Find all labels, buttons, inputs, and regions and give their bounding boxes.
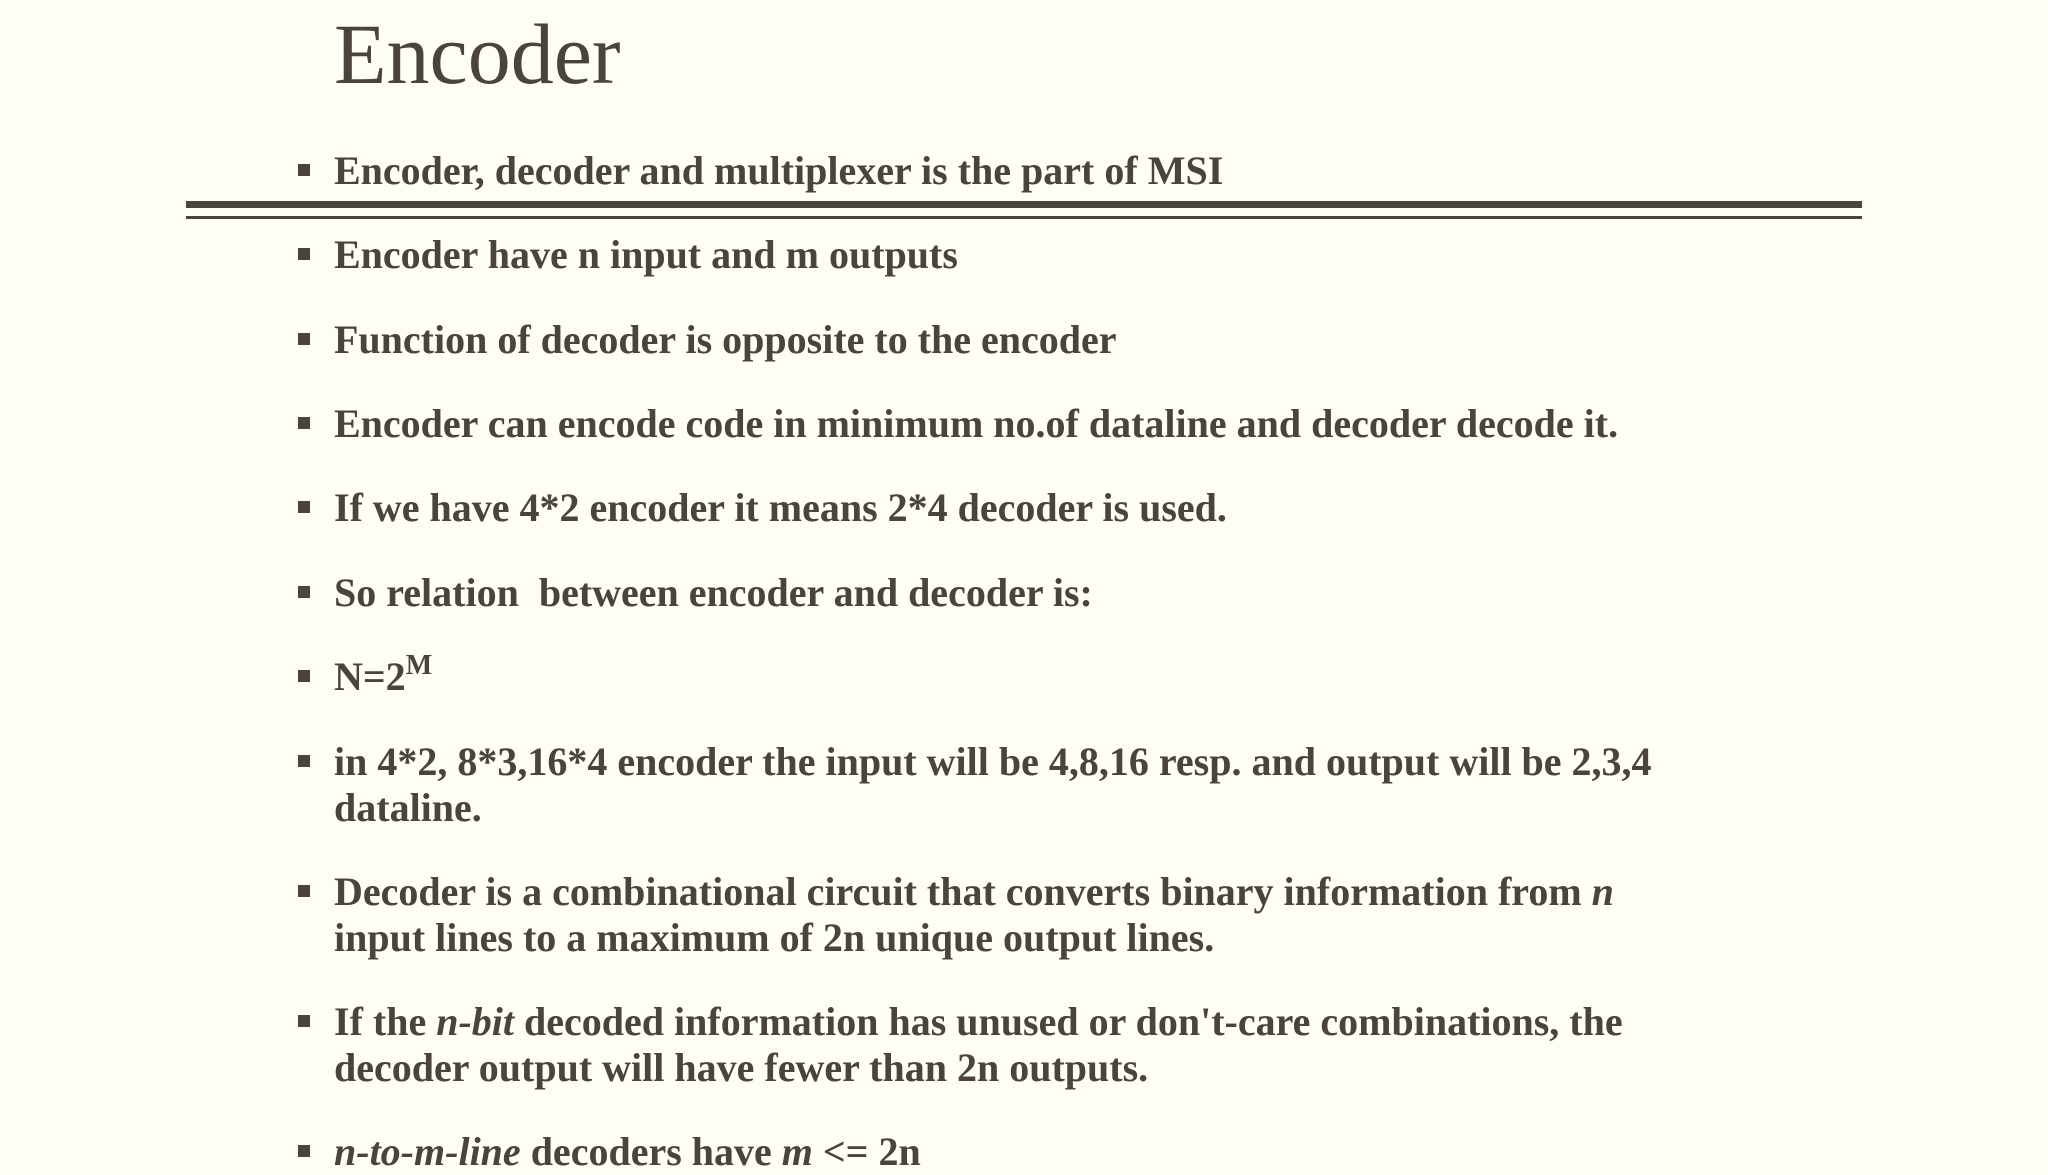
bullet-text: If the bbox=[334, 999, 437, 1044]
bullet-text-italic: -to- bbox=[356, 1129, 415, 1174]
bullet-item bbox=[334, 1129, 1804, 1175]
bullet-item bbox=[334, 570, 1804, 616]
bullet-text-line-1: in 4*2, 8*3,16*4 encoder the input will be 4,8,16 resp. and output will be 2,3,4 bbox=[334, 739, 1652, 784]
bullet-text-italic: m-line bbox=[414, 1129, 521, 1174]
bullet-text-line-2: decoder output will have fewer than 2n outputs. bbox=[334, 1045, 1149, 1090]
bullet-marker-icon bbox=[298, 417, 310, 429]
formula-base: N=2 bbox=[334, 654, 406, 699]
bullet-marker-icon bbox=[298, 586, 310, 598]
bullet-item bbox=[334, 999, 1804, 1091]
bullet-item bbox=[334, 148, 1804, 194]
bullet-text-italic: n bbox=[334, 1129, 357, 1174]
bullet-text-line-2: dataline. bbox=[334, 785, 482, 830]
bullet-text-italic: m bbox=[781, 1129, 813, 1174]
bullet-item bbox=[334, 739, 1804, 831]
bullet-item bbox=[334, 401, 1804, 447]
formula-exponent: M bbox=[405, 649, 433, 681]
bullet-item bbox=[334, 649, 1804, 700]
title-divider-thick bbox=[186, 201, 1862, 208]
bullet-item bbox=[334, 317, 1804, 363]
bullet-text: Encoder can encode code in minimum no.of dataline and decoder decode it. bbox=[334, 401, 1619, 446]
bullet-text: Decoder is a combinational circuit that converts binary information from bbox=[334, 869, 1592, 914]
bullet-marker-icon bbox=[298, 501, 310, 513]
bullet-marker-icon bbox=[298, 1145, 310, 1157]
bullet-item bbox=[334, 485, 1804, 531]
bullet-text-italic: n-bit bbox=[436, 999, 515, 1044]
bullet-marker-icon bbox=[298, 333, 310, 345]
bullet-marker-icon bbox=[298, 885, 310, 897]
bullet-text: Encoder have n input and m outputs bbox=[334, 232, 958, 277]
bullet-text: <= 2n bbox=[812, 1129, 921, 1174]
bullet-text-line-2: input lines to a maximum of 2n unique output lines. bbox=[334, 915, 1215, 960]
bullet-text: Encoder, decoder and multiplexer is the part of MSI bbox=[334, 148, 1224, 193]
bullet-text: decoded information has unused or don't-care combinations, the bbox=[514, 999, 1623, 1044]
bullet-marker-icon bbox=[298, 755, 310, 767]
title-divider-thin bbox=[186, 216, 1862, 219]
slide-title: Encoder bbox=[334, 6, 621, 102]
bullet-marker-icon bbox=[298, 164, 310, 176]
bullet-text: Function of decoder is opposite to the encoder bbox=[334, 317, 1117, 362]
bullet-marker-icon bbox=[298, 248, 310, 260]
bullet-marker-icon bbox=[298, 1015, 310, 1027]
bullet-marker-icon bbox=[298, 670, 310, 682]
bullet-text: If we have 4*2 encoder it means 2*4 decoder is used. bbox=[334, 485, 1227, 530]
bullet-item bbox=[334, 869, 1804, 961]
bullet-text: decoders have bbox=[520, 1129, 782, 1174]
bullet-item bbox=[334, 232, 1804, 278]
bullet-text: So relation between encoder and decoder is: bbox=[334, 570, 1093, 615]
bullet-text-italic: n bbox=[1591, 869, 1614, 914]
